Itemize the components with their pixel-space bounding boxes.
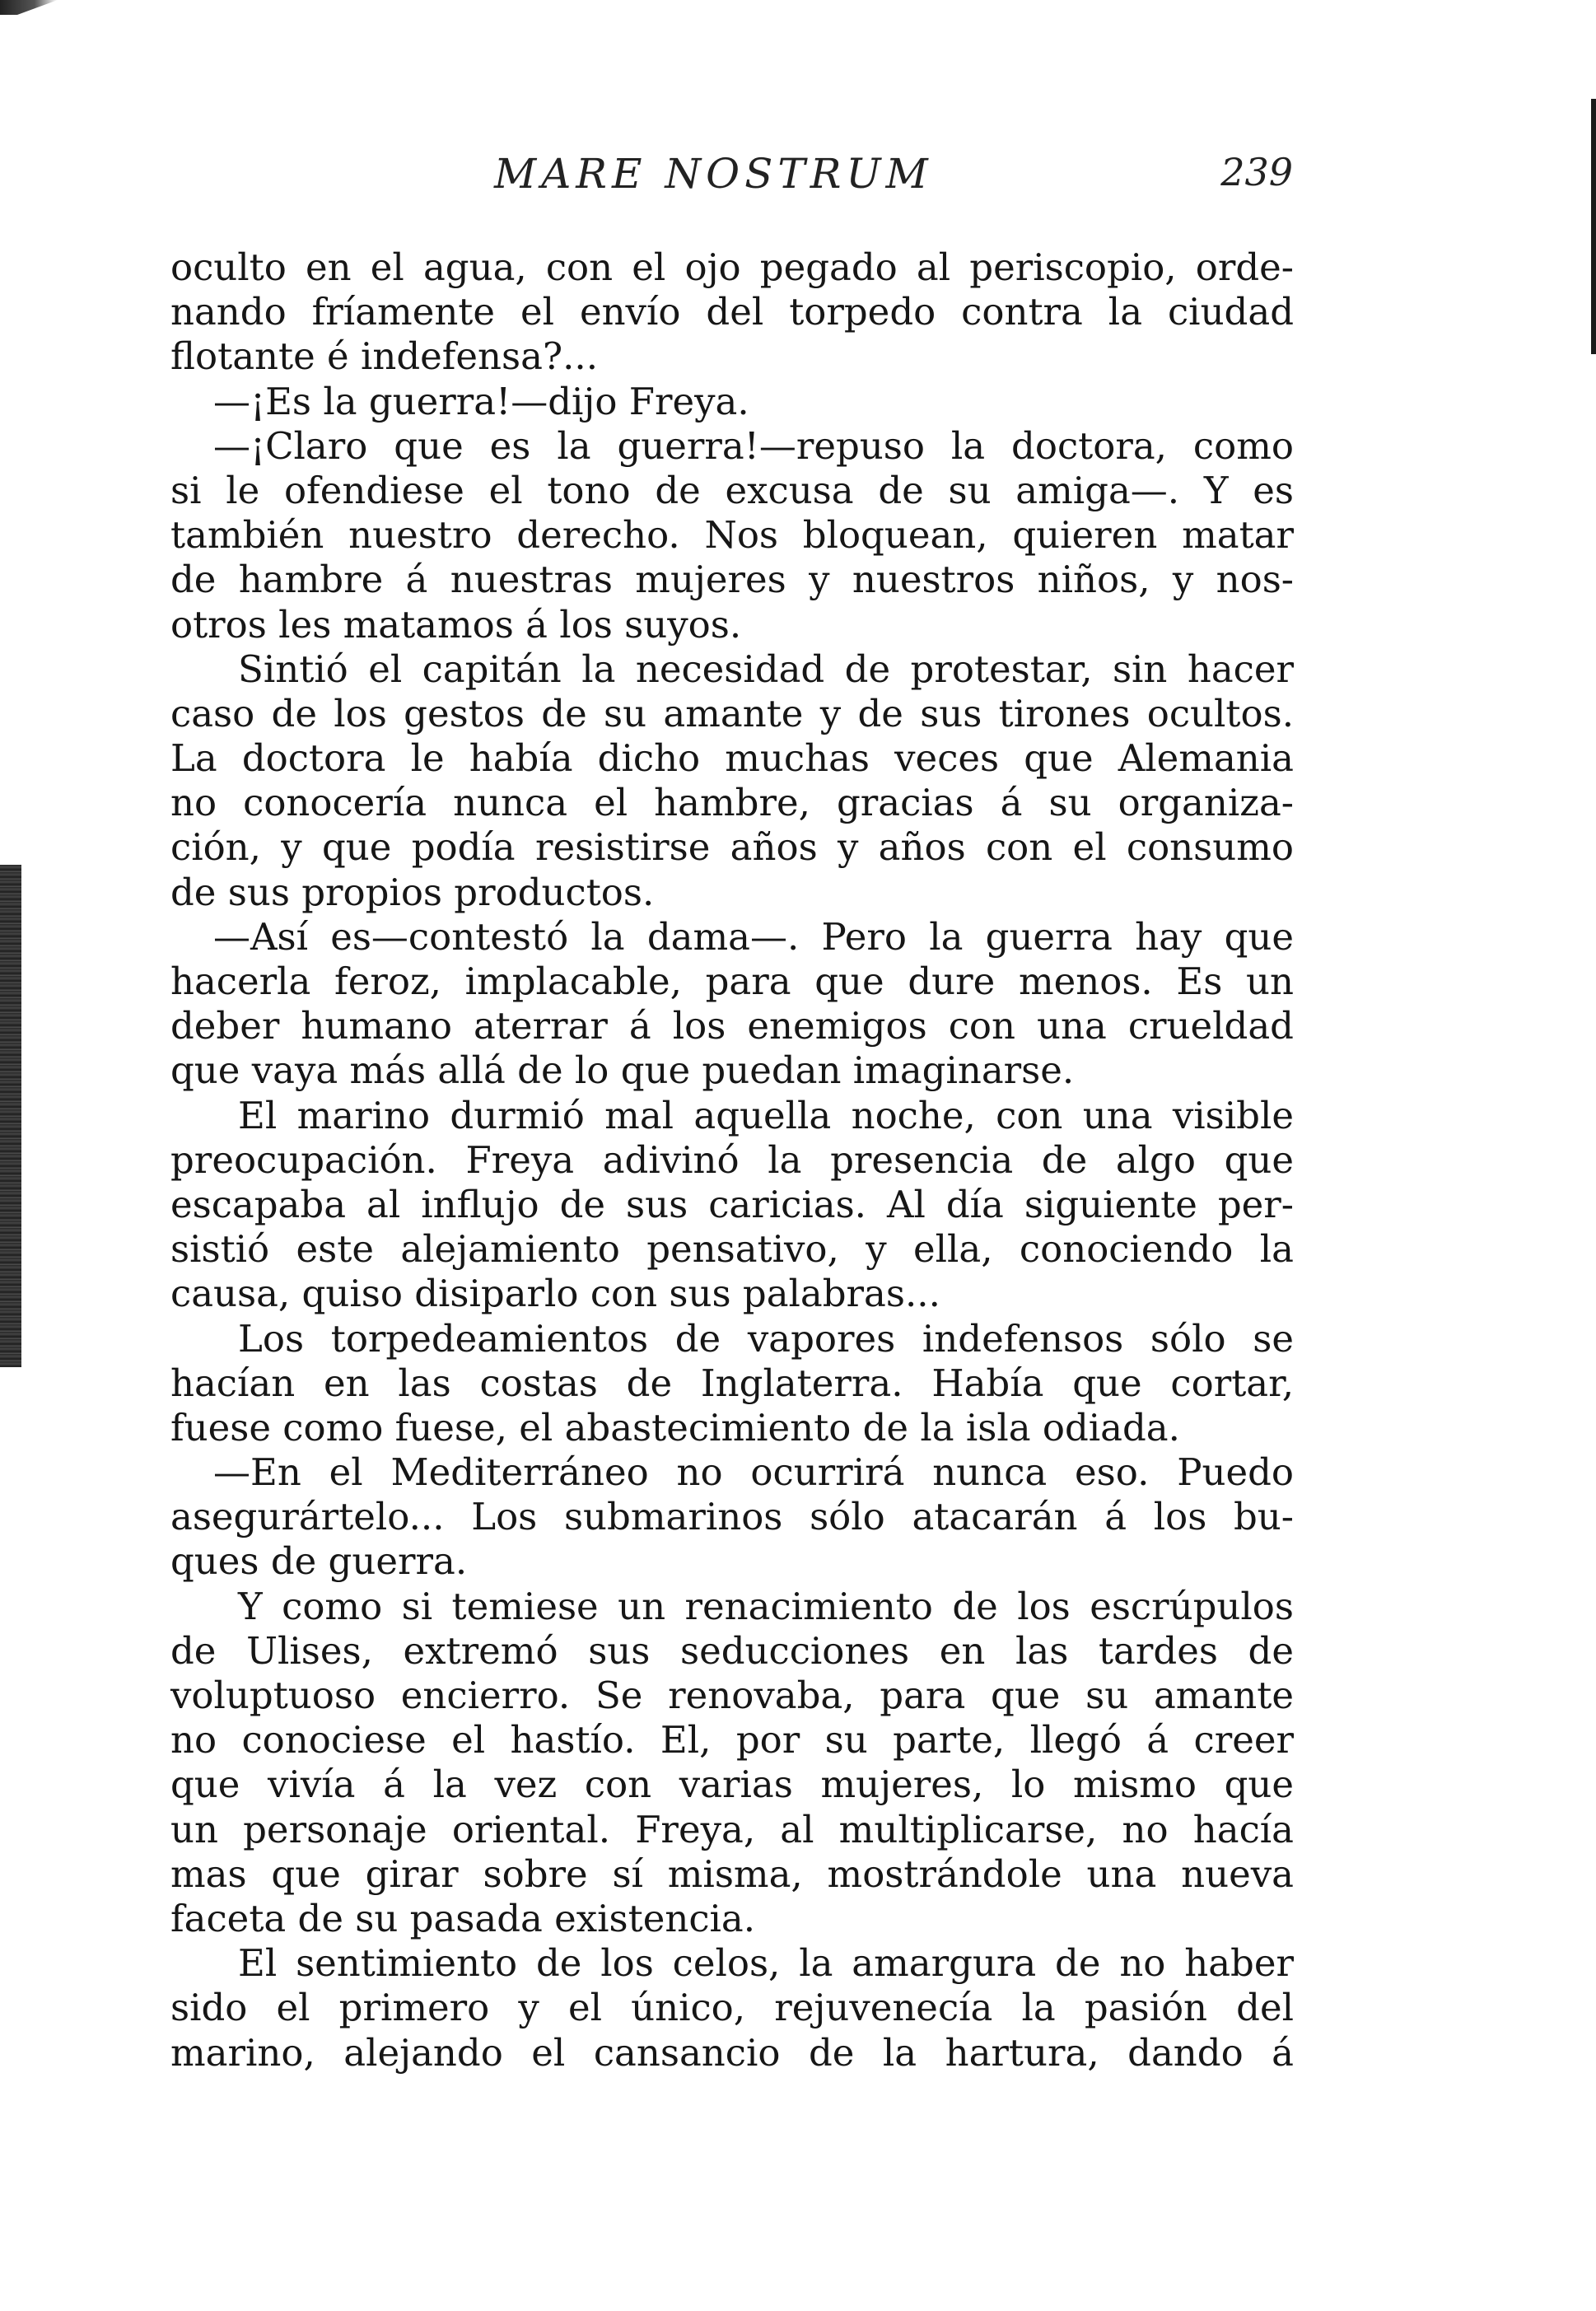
text-line: causa, quiso disiparlo con sus palabras...: [170, 1272, 940, 1316]
text-line: voluptuoso encierro. Se renovaba, para que su amante: [170, 1674, 1294, 1717]
paragraph: [170, 424, 1294, 647]
text-line: caso de los gestos de su amante y de sus tirones ocultos.: [170, 691, 1294, 735]
paragraph: [170, 1585, 1294, 1942]
paragraph: [170, 647, 1294, 915]
text-line: La doctora le había dicho muchas veces que Alemania: [170, 736, 1294, 781]
text-line: si le ofendiese el tono de excusa de su amiga—. Y es: [170, 468, 1294, 512]
paragraph: [170, 1450, 1294, 1585]
text-line: asegurártelo... Los submarinos sólo atacarán á los bu-: [170, 1495, 1294, 1539]
text-line: —Así es—contestó la dama—. Pero la guerra hay que: [213, 914, 1294, 959]
text-line: Y como si temiese un renacimiento de los escrúpulos: [238, 1584, 1294, 1628]
text-line: que vivía á la vez con varias mujeres, lo mismo que: [170, 1762, 1294, 1807]
paragraph: [170, 1317, 1294, 1451]
paragraph: [170, 380, 1294, 424]
text-line: —En el Mediterráneo no ocurrirá nunca eso. Puedo: [213, 1450, 1294, 1495]
paragraph: [170, 1941, 1294, 2075]
text-line: sido el primero y el único, rejuvenecía la pasión del: [170, 1986, 1294, 2030]
text-line: otros les matamos á los suyos.: [170, 602, 742, 647]
text-line: fuese como fuese, el abastecimiento de la isla odiada.: [170, 1405, 1180, 1450]
paragraph: [170, 1094, 1294, 1317]
text-line: faceta de su pasada existencia.: [170, 1896, 756, 1940]
text-line: también nuestro derecho. Nos bloquean, quieren matar: [170, 513, 1294, 558]
text-line: hacían en las costas de Inglaterra. Había que cortar,: [170, 1361, 1294, 1405]
paragraph: [170, 915, 1294, 1094]
text-line: sistió este alejamiento pensativo, y ella, conociendo la: [170, 1227, 1294, 1272]
text-line: mas que girar sobre sí misma, mostrándole una nueva: [170, 1851, 1294, 1896]
text-line: ques de guerra.: [170, 1539, 468, 1584]
scan-corner-mark: [0, 0, 58, 15]
running-title: MARE NOSTRUM: [494, 150, 933, 198]
scan-right-edge: [1591, 99, 1596, 354]
text-line: de hambre á nuestras mujeres y nuestros niños, y nos-: [170, 558, 1294, 602]
paragraph: [170, 245, 1294, 380]
text-line: escapaba al influjo de sus caricias. Al día siguiente per-: [170, 1182, 1294, 1226]
text-line: no conocería nunca el hambre, gracias á su organiza-: [170, 781, 1294, 825]
text-line: Los torpedeamientos de vapores indefensos sólo se: [238, 1316, 1294, 1361]
text-line: un personaje oriental. Freya, al multiplicarse, no hacía: [170, 1807, 1294, 1851]
text-line: El marino durmió mal aquella noche, con una visible: [238, 1093, 1294, 1137]
body-text: [170, 245, 1294, 2075]
scan-binding-edge: [0, 865, 21, 1367]
text-line: nando fríamente el envío del torpedo contra la ciudad: [170, 290, 1294, 334]
text-line: Sintió el capitán la necesidad de protestar, sin hacer: [238, 647, 1294, 691]
text-line: ción, y que podía resistirse años y años con el consumo: [170, 825, 1294, 870]
text-line: hacerla feroz, implacable, para que dure menos. Es un: [170, 959, 1294, 1003]
text-line: de Ulises, extremó sus seducciones en las tardes de: [170, 1628, 1294, 1673]
text-line: preocupación. Freya adivinó la presencia de algo que: [170, 1137, 1294, 1182]
text-line: marino, alejando el cansancio de la hartura, dando á: [170, 2030, 1294, 2075]
text-line: —¡Es la guerra!—dijo Freya.: [213, 379, 749, 423]
page-header: [494, 150, 1293, 199]
text-line: oculto en el agua, con el ojo pegado al periscopio, orde-: [170, 245, 1294, 289]
text-line: no conociese el hastío. El, por su parte, llegó á creer: [170, 1718, 1294, 1762]
page-number: 239: [1220, 150, 1293, 194]
text-line: de sus propios productos.: [170, 870, 655, 914]
text-line: deber humano aterrar á los enemigos con una crueldad: [170, 1004, 1294, 1048]
text-line: que vaya más allá de lo que puedan imaginarse.: [170, 1048, 1075, 1093]
text-line: —¡Claro que es la guerra!—repuso la doctora, como: [213, 423, 1294, 468]
text-line: flotante é indefensa?...: [170, 334, 598, 379]
text-line: El sentimiento de los celos, la amargura de no haber: [238, 1941, 1294, 1986]
